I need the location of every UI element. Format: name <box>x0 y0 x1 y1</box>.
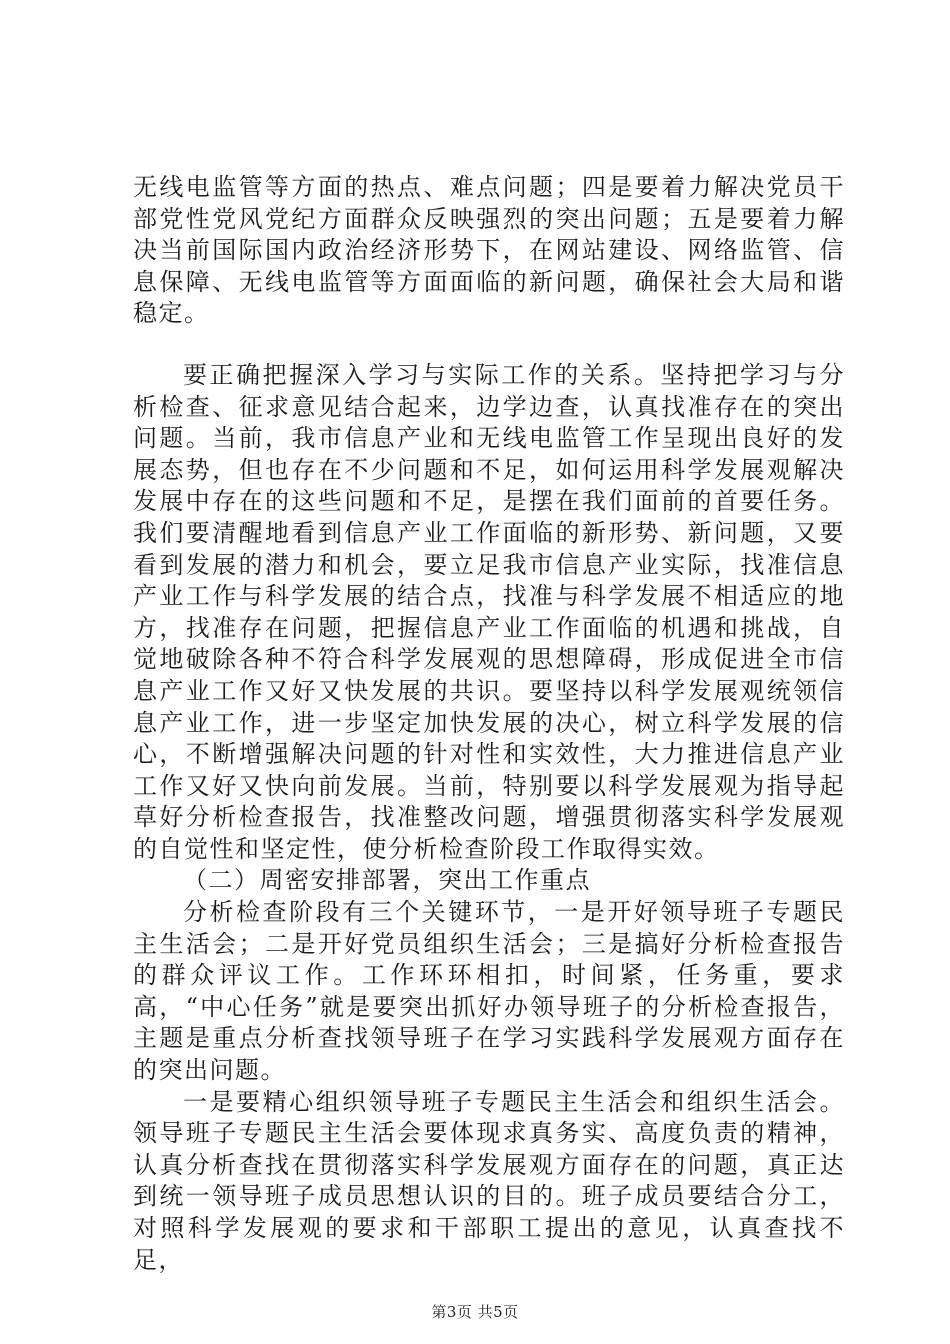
document-body <box>133 172 845 1276</box>
page-footer: 第3页 共5页 <box>431 1303 519 1321</box>
paragraph-democratic-meeting: 一是要精心组织领导班子专题民主生活会和组织生活会。领导班子专题民主生活会要体现求真务实、高度负责的精神，认真分析查找在贯彻落实科学发展观方面存在的问题，真正达到统一领导班子成员思想认识的目的。班子成员要结合分工，对照科学发展观的要求和干部职工提出的意见，认真查找不足， <box>133 1087 845 1274</box>
paragraph-continuation: 无线电监管等方面的热点、难点问题；四是要着力解决党员干部党性党风党纪方面群众反映强烈的突出问题；五是要着力解决当前国际国内政治经济形势下，在网站建设、网络监管、信息保障、无线电监管等方面面临的新问题，确保社会大局和谐稳定。 <box>133 173 845 328</box>
section-heading: （二）周密安排部署，突出工作重点 <box>183 866 591 895</box>
paragraph-key-stages: 分析检查阶段有三个关键环节，一是开好领导班子专题民主生活会；二是开好党员组织生活会；三是搞好分析检查报告的群众评议工作。工作环环相扣，时间紧，任务重，要求高，“中心任务”就是要突出抓好办领导班子的分析检查报告，主题是重点分析查找领导班子在学习实践科学发展观方面存在的突出问题。 <box>133 898 845 1085</box>
paragraph-study-and-work: 要正确把握深入学习与实际工作的关系。坚持把学习与分析检查、征求意见结合起来，边学边查，认真找准存在的突出问题。当前，我市信息产业和无线电监管工作呈现出良好的发展态势，但也存在不少问题和不足，如何运用科学发展观解决发展中存在的这些问题和不足，是摆在我们面前的首要任务。我们要清醒地看到信息产业工作面临的新形势、新问题，又要看到发展的潜力和机会，要立足我市信息产业实际，找准信息产业工作与科学发展的结合点，找准与科学发展不相适应的地方，找准存在问题，把握信息产业工作面临的机遇和挑战，自觉地破除各种不符合科学发展观的思想障碍，形成促进全市信息产业工作又好又快发展的共识。要坚持以科学发展观统领信息产业工作，进一步坚定加快发展的决心，树立科学发展的信心，不断增强解决问题的针对性和实效性，大力推进信息产业工作又好又快向前发展。当前，特别要以科学发展观为指导起草好分析检查报告，找准整改问题，增强贯彻落实科学发展观的自觉性和坚定性，使分析检查阶段工作取得实效。 <box>133 360 845 863</box>
